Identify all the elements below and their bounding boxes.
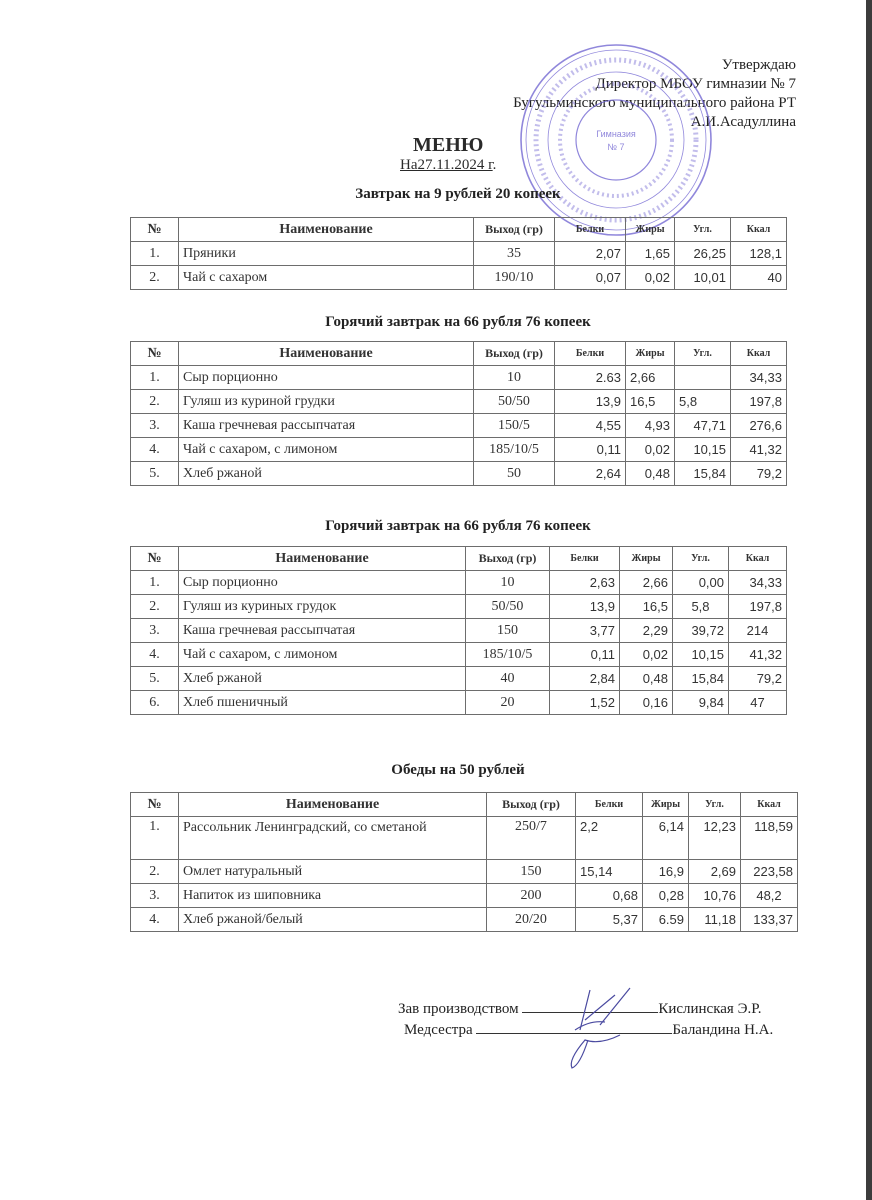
cell-kcal: 34,33 — [729, 571, 787, 595]
cell-carbs: 9,84 — [673, 691, 729, 715]
cell-proteins: 0,68 — [576, 884, 643, 908]
cell-proteins: 2,64 — [555, 462, 626, 486]
approval-line-2: Директор МБОУ гимназии № 7 — [595, 76, 796, 92]
table-header-row — [131, 793, 798, 817]
signature-row — [398, 1019, 773, 1040]
col-fats: Жиры — [626, 342, 675, 366]
table-row — [131, 414, 787, 438]
cell-name: Рассольник Ленинградский, со сметаной — [179, 817, 487, 860]
cell-proteins: 15,14 — [576, 860, 643, 884]
cell-proteins: 13,9 — [555, 390, 626, 414]
cell-name: Сыр порционно — [179, 366, 474, 390]
cell-kcal: 47 — [729, 691, 787, 715]
cell-num: 4. — [131, 438, 179, 462]
cell-carbs: 10,15 — [673, 643, 729, 667]
col-carbs: Угл. — [675, 218, 731, 242]
cell-fats: 6,14 — [643, 817, 689, 860]
cell-num: 2. — [131, 595, 179, 619]
cell-carbs: 26,25 — [675, 242, 731, 266]
cell-output: 20/20 — [487, 908, 576, 932]
col-output: Выход (гр) — [474, 218, 555, 242]
table-header-row — [131, 547, 787, 571]
cell-output: 200 — [487, 884, 576, 908]
table-row — [131, 691, 787, 715]
stamp-center-number: № 7 — [607, 142, 625, 152]
cell-num: 2. — [131, 860, 179, 884]
signature-role: Зав производством — [398, 1001, 519, 1017]
cell-fats: 0,16 — [620, 691, 673, 715]
menu-table-hot-breakfast-1 — [130, 341, 787, 486]
cell-output: 150 — [487, 860, 576, 884]
cell-fats: 0,02 — [620, 643, 673, 667]
col-proteins: Белки — [576, 793, 643, 817]
cell-carbs: 5,8 — [675, 390, 731, 414]
cell-proteins: 0,11 — [550, 643, 620, 667]
cell-name: Гуляш из куриной грудки — [179, 390, 474, 414]
cell-carbs: 39,72 — [673, 619, 729, 643]
cell-kcal: 48,2 — [741, 884, 798, 908]
approval-block — [513, 56, 796, 132]
col-proteins: Белки — [550, 547, 620, 571]
signature-line — [476, 1019, 672, 1034]
cell-output: 185/10/5 — [474, 438, 555, 462]
approval-line-1: Утверждаю — [721, 57, 796, 73]
cell-carbs: 2,69 — [689, 860, 741, 884]
col-kcal: Ккал — [729, 547, 787, 571]
page-title: МЕНЮ — [413, 134, 484, 156]
col-carbs: Угл. — [675, 342, 731, 366]
cell-fats: 0,48 — [620, 667, 673, 691]
cell-fats: 16,5 — [620, 595, 673, 619]
col-carbs: Угл. — [673, 547, 729, 571]
stamp-center-text: Гимназия — [596, 129, 636, 139]
cell-num: 5. — [131, 667, 179, 691]
menu-date: На27.11.2024 г — [400, 157, 493, 173]
cell-proteins: 2,63 — [550, 571, 620, 595]
cell-name: Каша гречневая рассыпчатая — [179, 414, 474, 438]
cell-fats: 16,9 — [643, 860, 689, 884]
cell-num: 1. — [131, 817, 179, 860]
cell-carbs: 5,8 — [673, 595, 729, 619]
col-num: № — [131, 547, 179, 571]
cell-proteins: 1,52 — [550, 691, 620, 715]
menu-table-lunch — [130, 792, 798, 932]
menu-date-suffix: . — [492, 157, 497, 173]
col-fats: Жиры — [620, 547, 673, 571]
cell-fats: 0,02 — [626, 266, 675, 290]
cell-fats: 2,29 — [620, 619, 673, 643]
col-num: № — [131, 342, 179, 366]
cell-num: 4. — [131, 908, 179, 932]
col-num: № — [131, 793, 179, 817]
cell-fats: 0,02 — [626, 438, 675, 462]
cell-output: 10 — [466, 571, 550, 595]
cell-carbs: 15,84 — [673, 667, 729, 691]
cell-num: 4. — [131, 643, 179, 667]
cell-name: Гуляш из куриных грудок — [179, 595, 466, 619]
signature-name: Баландина Н.А. — [672, 1022, 774, 1038]
table-row — [131, 667, 787, 691]
cell-kcal: 197,8 — [731, 390, 787, 414]
table-row — [131, 571, 787, 595]
table-row — [131, 643, 787, 667]
cell-proteins: 2,07 — [555, 242, 626, 266]
signature-line — [522, 998, 658, 1013]
col-name: Наименование — [179, 342, 474, 366]
cell-carbs: 10,15 — [675, 438, 731, 462]
cell-output: 190/10 — [474, 266, 555, 290]
col-proteins: Белки — [555, 218, 626, 242]
cell-kcal: 276,6 — [731, 414, 787, 438]
table-row — [131, 242, 787, 266]
cell-output: 50 — [474, 462, 555, 486]
cell-name: Сыр порционно — [179, 571, 466, 595]
col-fats: Жиры — [643, 793, 689, 817]
cell-name: Чай с сахаром, с лимоном — [179, 643, 466, 667]
cell-carbs: 12,23 — [689, 817, 741, 860]
cell-fats: 2,66 — [620, 571, 673, 595]
table-header-row — [131, 342, 787, 366]
cell-output: 10 — [474, 366, 555, 390]
cell-output: 50/50 — [474, 390, 555, 414]
table-row — [131, 462, 787, 486]
cell-output: 150 — [466, 619, 550, 643]
cell-kcal: 223,58 — [741, 860, 798, 884]
table-row — [131, 817, 798, 860]
cell-carbs: 10,01 — [675, 266, 731, 290]
cell-proteins: 3,77 — [550, 619, 620, 643]
cell-proteins: 2.63 — [555, 366, 626, 390]
cell-name: Хлеб пшеничный — [179, 691, 466, 715]
cell-proteins: 0,11 — [555, 438, 626, 462]
col-name: Наименование — [179, 547, 466, 571]
cell-fats: 6.59 — [643, 908, 689, 932]
table-row — [131, 366, 787, 390]
cell-num: 1. — [131, 571, 179, 595]
col-proteins: Белки — [555, 342, 626, 366]
col-kcal: Ккал — [731, 342, 787, 366]
cell-num: 1. — [131, 366, 179, 390]
cell-carbs: 11,18 — [689, 908, 741, 932]
col-num: № — [131, 218, 179, 242]
cell-carbs: 0,00 — [673, 571, 729, 595]
approval-line-4: А.И.Асадуллина — [690, 114, 796, 130]
menu-table-breakfast — [130, 217, 787, 290]
cell-output: 40 — [466, 667, 550, 691]
cell-carbs — [675, 366, 731, 390]
section-title-hot-breakfast-2: Горячий завтрак на 66 рубля 76 копеек — [325, 518, 591, 534]
cell-name: Хлеб ржаной — [179, 667, 466, 691]
col-output: Выход (гр) — [487, 793, 576, 817]
cell-proteins: 4,55 — [555, 414, 626, 438]
cell-name: Хлеб ржаной — [179, 462, 474, 486]
col-name: Наименование — [179, 218, 474, 242]
cell-fats: 0,28 — [643, 884, 689, 908]
cell-output: 150/5 — [474, 414, 555, 438]
col-fats: Жиры — [626, 218, 675, 242]
col-output: Выход (гр) — [474, 342, 555, 366]
cell-fats: 2,66 — [626, 366, 675, 390]
cell-kcal: 79,2 — [731, 462, 787, 486]
cell-fats: 16,5 — [626, 390, 675, 414]
col-output: Выход (гр) — [466, 547, 550, 571]
table-row — [131, 266, 787, 290]
cell-kcal: 79,2 — [729, 667, 787, 691]
cell-kcal: 118,59 — [741, 817, 798, 860]
section-title-breakfast: Завтрак на 9 рублей 20 копеек — [355, 186, 561, 202]
cell-kcal: 41,32 — [731, 438, 787, 462]
cell-kcal: 40 — [731, 266, 787, 290]
cell-name: Напиток из шиповника — [179, 884, 487, 908]
menu-table-hot-breakfast-2 — [130, 546, 787, 715]
cell-fats: 4,93 — [626, 414, 675, 438]
cell-proteins: 2,2 — [576, 817, 643, 860]
cell-num: 3. — [131, 884, 179, 908]
cell-kcal: 197,8 — [729, 595, 787, 619]
cell-carbs: 47,71 — [675, 414, 731, 438]
cell-name: Каша гречневая рассыпчатая — [179, 619, 466, 643]
title-block — [400, 134, 496, 174]
cell-proteins: 2,84 — [550, 667, 620, 691]
table-row — [131, 884, 798, 908]
cell-carbs: 15,84 — [675, 462, 731, 486]
cell-carbs: 10,76 — [689, 884, 741, 908]
cell-kcal: 133,37 — [741, 908, 798, 932]
table-row — [131, 595, 787, 619]
cell-name: Пряники — [179, 242, 474, 266]
cell-num: 2. — [131, 390, 179, 414]
section-title-lunch: Обеды на 50 рублей — [391, 762, 525, 778]
table-row — [131, 390, 787, 414]
col-kcal: Ккал — [731, 218, 787, 242]
signature-row — [398, 998, 773, 1019]
cell-num: 3. — [131, 619, 179, 643]
cell-output: 50/50 — [466, 595, 550, 619]
cell-name: Омлет натуральный — [179, 860, 487, 884]
cell-kcal: 128,1 — [731, 242, 787, 266]
cell-proteins: 0,07 — [555, 266, 626, 290]
table-row — [131, 908, 798, 932]
cell-num: 3. — [131, 414, 179, 438]
cell-fats: 1,65 — [626, 242, 675, 266]
cell-num: 6. — [131, 691, 179, 715]
table-row — [131, 438, 787, 462]
approval-line-3: Бугульминского муниципального района РТ — [513, 95, 796, 111]
cell-output: 185/10/5 — [466, 643, 550, 667]
cell-output: 20 — [466, 691, 550, 715]
cell-name: Хлеб ржаной/белый — [179, 908, 487, 932]
cell-fats: 0,48 — [626, 462, 675, 486]
cell-name: Чай с сахаром — [179, 266, 474, 290]
col-name: Наименование — [179, 793, 487, 817]
signature-name: Кислинская Э.Р. — [658, 1001, 762, 1017]
col-kcal: Ккал — [741, 793, 798, 817]
cell-proteins: 5,37 — [576, 908, 643, 932]
cell-num: 5. — [131, 462, 179, 486]
cell-kcal: 41,32 — [729, 643, 787, 667]
cell-num: 2. — [131, 266, 179, 290]
cell-kcal: 34,33 — [731, 366, 787, 390]
cell-num: 1. — [131, 242, 179, 266]
signature-role: Медсестра — [404, 1022, 473, 1038]
table-row — [131, 619, 787, 643]
cell-kcal: 214 — [729, 619, 787, 643]
cell-output: 250/7 — [487, 817, 576, 860]
table-header-row — [131, 218, 787, 242]
col-carbs: Угл. — [689, 793, 741, 817]
scan-edge — [866, 0, 872, 1200]
table-row — [131, 860, 798, 884]
signatures-block — [398, 998, 773, 1040]
cell-proteins: 13,9 — [550, 595, 620, 619]
cell-output: 35 — [474, 242, 555, 266]
section-title-hot-breakfast-1: Горячий завтрак на 66 рубля 76 копеек — [325, 314, 591, 330]
cell-name: Чай с сахаром, с лимоном — [179, 438, 474, 462]
